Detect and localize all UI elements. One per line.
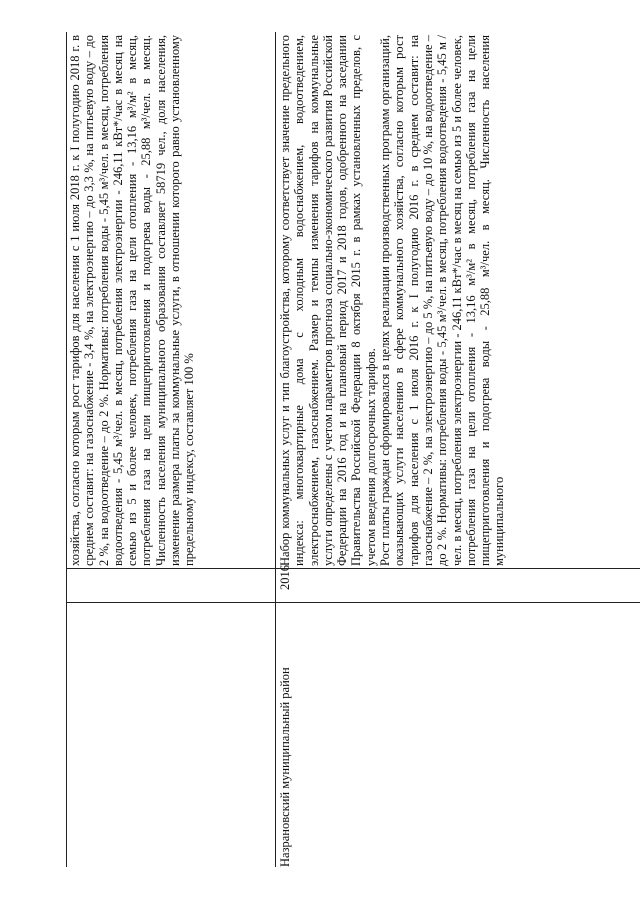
row2-paragraph-2: Рост платы граждан сформировался в целях реализации производственных программ организаций, оказывающих услуги населению в сфере коммунального хозяйства, согласно которым рост тарифов для населения с 1 июля 2016 г. к I полугодию 2016 г. в среднем составит: на газоснабжение – 2 %, на электроэнергию – до 5 %, на питьевую воду – до 10 %, на водоотведение – до 2 %. Нормативы: потребления воды - 5,45 м³/чел. в месяц, потребления водоотведения - 5,45 м /чел. в месяц, потребления электроэнергии - 246,11 кВт*/час в месяц на семью из 5 и более человек, потребления газа на цели отопления - 13,16 м³/м² в месяц, потребления газа на цели пищеприготовления и подогрева воды - 25,88 м³/чел. в месяц. Численность населения муниципального (378, 35, 507, 566)
row1-text: хозяйства, согласно которым рост тарифов для населения с 1 июля 2018 г. к I полугодию 2018 г. в среднем составит: на газоснабжение - 3,4 %, на электроэнергию – до 3,3 %, на питьевую воду – до 2 %, на водоотведение – до 2 %. Нормативы: потребления воды - 5,45 м³/чел. в месяц, потребления водоотведения - 5,45 м³/чел. в месяц, потребления электроэнергии - 246,11 кВт*/час в месяц на семью из 5 и более человек, потребления газа на цели отопления - 13,16 м³/м² в месяц, потребления газа на цели пищеприготовления и подогрева воды - 25,88 м³/чел. в месяц. Численность населения муниципального образования составляет 58719 чел., доля населения, изменение размера платы за коммунальные услуги, в отношении которого равно установленному предельному индексу, составляет 100 % (68, 35, 197, 566)
table-rule-top (66, 32, 67, 867)
table-rule-col1 (66, 602, 640, 603)
table-row-1-description (68, 35, 197, 566)
table-rule-row-separator (275, 32, 276, 867)
table-rule-col2 (66, 568, 640, 569)
rotated-table-frame (66, 32, 640, 867)
data-table (66, 32, 640, 867)
table-row-2-year: 2016 (278, 565, 292, 590)
table-row-2-description (278, 35, 507, 566)
row2-paragraph-1: Набор коммунальных услуг и тип благоустройства, которому соответствует значение предельного индекса: многоквартирные дома с холодным водоснабжением, водоотведением, электроснабжением, газоснабжением. Размер и темпы изменения тарифов на коммунальные услуги определены с учетом параметров прогноза социально-экономического развития Российской Федерации на 2016 год и на плановый период 2017 и 2018 годов, одобренного на заседании Правительства Российской Федерации 8 октября 2015 г. в рамках установленных пределов, с учетом введения долгосрочных тарифов. (278, 35, 378, 566)
table-row-2-region: Назрановский муниципальный район (278, 667, 292, 867)
